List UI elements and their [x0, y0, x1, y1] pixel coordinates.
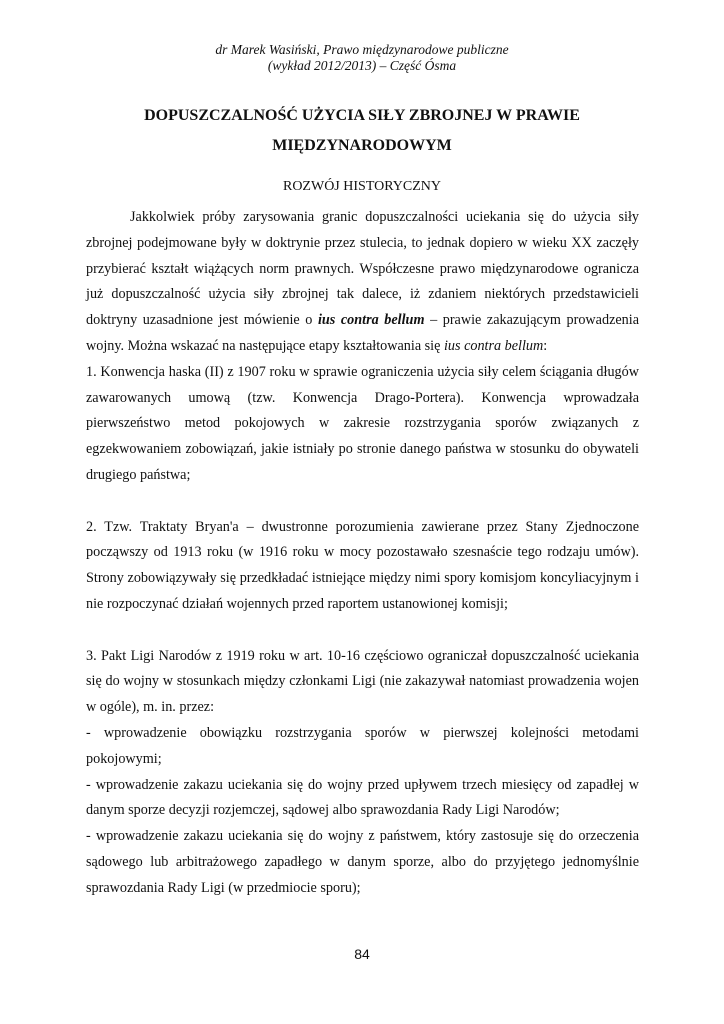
page-number: 84: [354, 946, 370, 962]
list-item-league-covenant: 3. Pakt Ligi Narodów z 1919 roku w art. 10-16 częściowo ograniczał dopuszczalność uciekania się do wojny w stosunkach między członkami Ligi (nie zakazywał natomiast prowadzenia wojen w ogóle), m. in. przez:: [86, 647, 639, 716]
bullet-peaceful-methods: - wprowadzenie obowiązku rozstrzygania sporów w pierwszej kolejności metodami pokojowymi;: [86, 724, 639, 767]
intro-paragraph: [86, 205, 639, 360]
header-line-author: dr Marek Wasiński, Prawo międzynarodowe publiczne: [215, 42, 509, 57]
paragraph-gap: [86, 489, 639, 515]
running-header: [0, 42, 724, 74]
ius-contra-bellum-bold: ius contra bellum: [317, 312, 425, 329]
bullet-compliant-state: - wprowadzenie zakazu uciekania się do wojny z państwem, który zastosuje się do orzeczenia sądowego lub arbitrażowego zapadłego w danym sporze, albo do przyjętego jednomyślnie sprawozdania Rady Ligi (w przedmiocie sporu);: [86, 828, 639, 896]
intro-text-3: :: [543, 337, 548, 354]
section-heading: ROZWÓJ HISTORYCZNY: [282, 179, 442, 194]
intro-text-2: – prawie zakazującym prowadzenia wojny. Można wskazać na następujące etapy kształtowania się: [86, 312, 639, 354]
body-text: [86, 205, 639, 902]
bullet-three-months: - wprowadzenie zakazu uciekania się do wojny przed upływem trzech miesięcy od zapadłej w danym sporze decyzji rozjemczej, sądowej albo sprawozdania Rady Ligi Narodów;: [86, 776, 639, 819]
header-line-lecture: (wykład 2012/2013) – Część Ósma: [267, 58, 457, 73]
ius-contra-bellum-italic: ius contra bellum: [443, 337, 544, 354]
page-title: DOPUSZCZALNOŚĆ UŻYCIA SIŁY ZBROJNEJ W PRAWIE MIĘDZYNARODOWYM: [144, 107, 580, 154]
list-item-bryan-treaties: 2. Tzw. Traktaty Bryan'a – dwustronne porozumienia zawierane przez Stany Zjednoczone począwszy od 1913 roku (w 1916 roku w mocy pozostawało szesnaście tego rodzaju umów). Strony zobowiązywały się przedkładać istniejące między nimi spory komisjom koncyliacyjnym i nie rozpoczynać działań wojennych przed raportem ustanowionej komisji;: [86, 518, 639, 612]
paragraph-gap: [86, 618, 639, 644]
list-item-hague-convention: 1. Konwencja haska (II) z 1907 roku w sprawie ograniczenia użycia siły celem ściągania długów zawarowanych umową (tzw. Konwencja Drago-Portera). Konwencja wprowadzała pierwszeństwo metod pokojowych w zakresie rozstrzygania sporów związanych z egzekwowaniem zobowiązań, jakie istniały po stronie danego państwa w stosunku do obywateli drugiego państwa;: [86, 363, 639, 483]
intro-text-1: Jakkolwiek próby zarysowania granic dopuszczalności uciekania się do użycia siły zbrojnej podejmowane były w doktrynie przez stulecia, to jednak dopiero w wieku XX zaczęły przybierać kształt wiążących norm prawnych. Współczesne prawo międzynarodowe ogranicza już dopuszczalność użycia siły zbrojnej tak dalece, iż zdaniem niektórych przedstawicieli doktryny uzasadnione jest mówienie o: [86, 209, 639, 329]
